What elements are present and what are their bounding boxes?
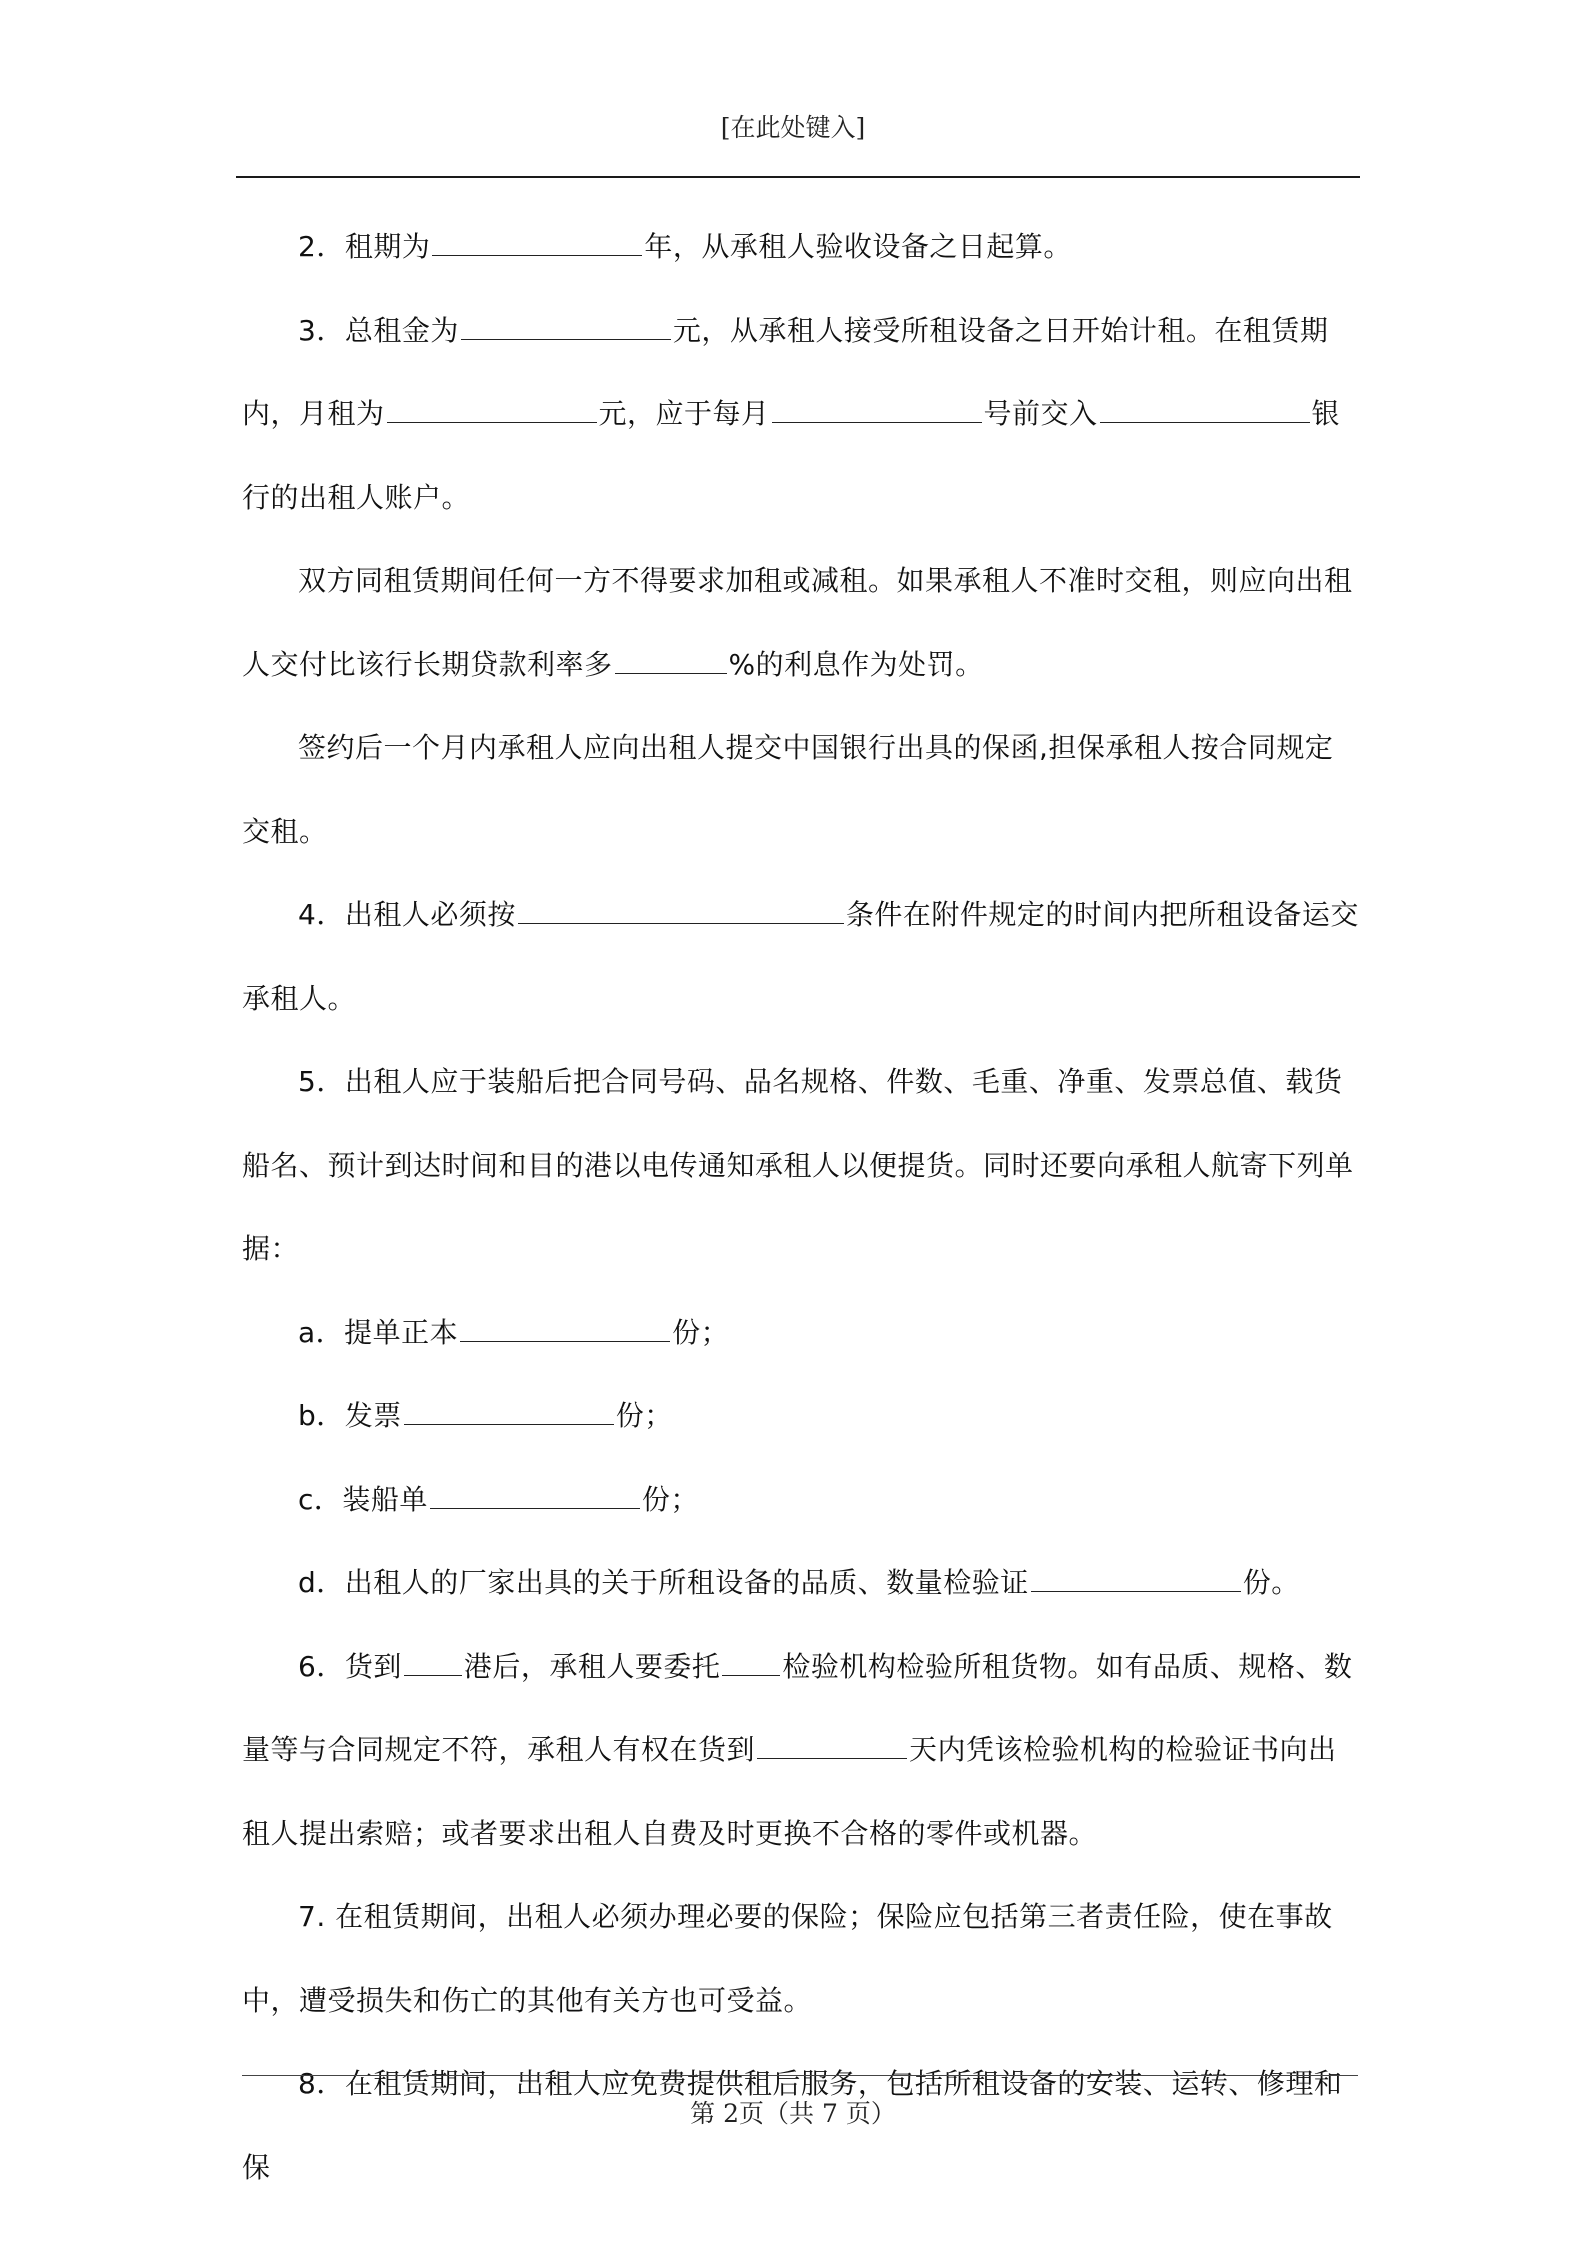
header-divider <box>236 176 1360 178</box>
fill-blank-payment-day[interactable] <box>772 400 982 423</box>
clause-text: 号前交入 <box>983 397 1098 430</box>
footer-divider <box>242 2075 1358 2076</box>
document-body <box>242 205 1360 2209</box>
clause-text: 份； <box>641 1482 699 1516</box>
clause-text: 双方同租赁期间任何一方不得要求加租或减租。如果承租人不准时交租，则应向出租人交付比该行长期贷款利率多 <box>242 564 1353 681</box>
clause-5-shipping-notice <box>242 1040 1360 1291</box>
clause-text: 天内凭该检验机构的检验证书向出租人提出索赔；或者要求出租人自费及时更换不合格的零件或机器。 <box>242 1733 1337 1850</box>
fill-blank-packing-list-copies[interactable] <box>430 1486 640 1509</box>
document-item-a <box>242 1291 1360 1375</box>
clause-text: a．提单正本 <box>298 1315 459 1349</box>
fill-blank-lease-years[interactable] <box>432 233 642 256</box>
clause-text: 元，从承租人接受所租设备之日开始计租。在租赁期内，月租为 <box>242 313 1329 430</box>
clause-text: 4．出租人必须按 <box>298 898 516 931</box>
clause-text: 检验机构检验所租货物。如有品质、规格、数量等与合同规定不符，承租人有权在货到 <box>242 1649 1353 1766</box>
fill-blank-bill-of-lading-copies[interactable] <box>460 1319 670 1342</box>
clause-text: 银行的出租人账户。 <box>242 397 1341 514</box>
clause-text: 5．出租人应于装船后把合同号码、品名规格、件数、毛重、净重、发票总值、载货船名、预计到达时间和目的港以电传通知承租人以便提货。同时还要向承租人航寄下列单据： <box>242 1065 1354 1265</box>
clause-text: c．装船单 <box>298 1482 428 1516</box>
clause-text: 8．在租赁期间，出租人应免费提供租后服务，包括所租设备的安装、运转、修理和保 <box>242 2067 1343 2184</box>
clause-text: 6．货到 <box>298 1649 402 1683</box>
clause-3-guarantee <box>242 706 1360 873</box>
fill-blank-port[interactable] <box>404 1653 462 1676</box>
document-item-b <box>242 1374 1360 1458</box>
page-header: [在此处键入] <box>720 113 866 142</box>
clause-text: 份。 <box>1242 1566 1300 1599</box>
clause-text: 3．总租金为 <box>298 313 459 347</box>
fill-blank-monthly-rent[interactable] <box>387 400 597 423</box>
clause-4-delivery <box>242 873 1360 1040</box>
clause-6-inspection <box>242 1625 1360 1876</box>
clause-text: 年，从承租人验收设备之日起算。 <box>644 230 1072 263</box>
fill-blank-delivery-terms[interactable] <box>518 901 844 924</box>
clause-text: 份； <box>615 1399 673 1432</box>
clause-text: 2．租期为 <box>298 230 431 263</box>
fill-blank-invoice-copies[interactable] <box>404 1402 614 1425</box>
clause-text: 港后，承租人要委托 <box>463 1649 721 1683</box>
fill-blank-bank-name[interactable] <box>1100 400 1310 423</box>
clause-text: 签约后一个月内承租人应向出租人提交中国银行出具的保函,担保承租人按合同规定交租。 <box>242 731 1334 848</box>
fill-blank-penalty-rate[interactable] <box>615 651 727 674</box>
document-item-c <box>242 1458 1360 1542</box>
clause-7-insurance <box>242 1875 1360 2042</box>
page-number: 第 2页（共 7 页） <box>690 2099 896 2128</box>
clause-text: 份； <box>672 1315 730 1349</box>
clause-text: 7. 在租赁期间，出租人必须办理必要的保险；保险应包括第三者责任险，使在事故中，遭受损失和伤亡的其他有关方也可受益。 <box>242 1900 1333 2017</box>
clause-2-lease-term <box>242 205 1360 289</box>
fill-blank-inspection-cert-copies[interactable] <box>1031 1569 1241 1592</box>
fill-blank-inspection-agency[interactable] <box>722 1653 780 1676</box>
clause-3-total-rent <box>242 289 1360 540</box>
clause-3-penalty <box>242 539 1360 706</box>
clause-text: b．发票 <box>298 1399 402 1432</box>
fill-blank-claim-days[interactable] <box>757 1736 907 1759</box>
fill-blank-total-rent[interactable] <box>461 317 671 340</box>
clause-text: d．出租人的厂家出具的关于所租设备的品质、数量检验证 <box>298 1566 1029 1599</box>
clause-text: 元，应于每月 <box>598 397 770 430</box>
document-item-d <box>242 1541 1360 1625</box>
clause-text: %的利息作为处罚。 <box>728 647 984 681</box>
clause-text: 条件在附件规定的时间内把所租设备运交承租人。 <box>242 898 1359 1015</box>
